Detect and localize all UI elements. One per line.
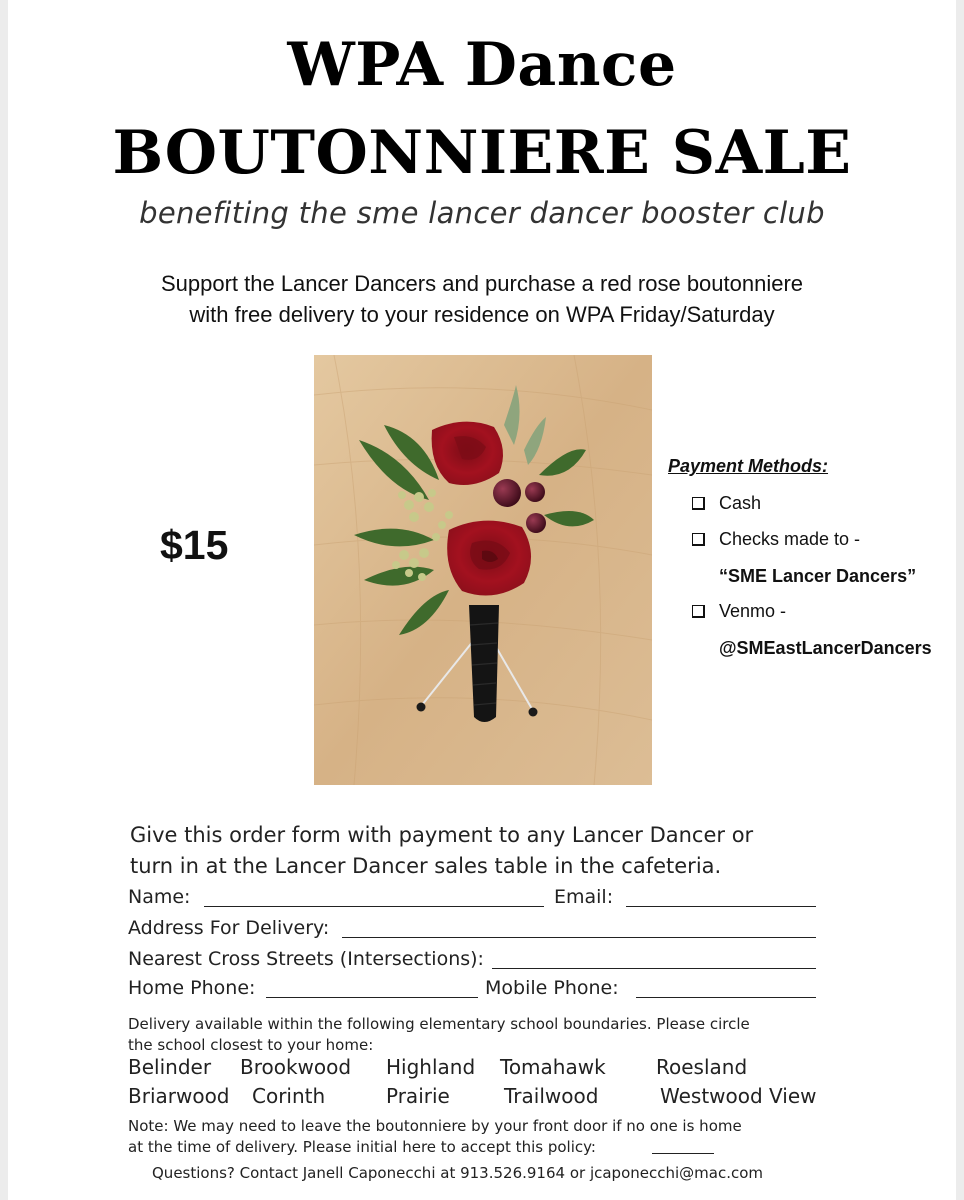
boutonniere-image (314, 355, 652, 785)
school-option[interactable]: Trailwood (504, 1084, 599, 1108)
contact-line: Questions? Contact Janell Caponecchi at 913.526.9164 or jcaponecchi@mac.com (152, 1164, 764, 1182)
policy-note-line-1: Note: We may need to leave the boutonniere by your front door if no one is home (128, 1117, 742, 1135)
email-field[interactable] (626, 906, 816, 907)
checks-label: Checks made to - (719, 529, 861, 549)
policy-note (128, 1116, 742, 1158)
delivery-note-line-1: Delivery available within the following elementary school boundaries. Please circle (128, 1015, 750, 1033)
name-label: Name: (128, 886, 191, 908)
cross-streets-label: Nearest Cross Streets (Intersections): (128, 948, 484, 970)
checks-payee: “SME Lancer Dancers” (719, 566, 917, 586)
delivery-note-line-2: the school closest to your home: (128, 1036, 374, 1054)
price: $15 (160, 522, 229, 568)
flyer-page (8, 0, 956, 1200)
email-label: Email: (554, 886, 614, 908)
delivery-note (128, 1014, 750, 1056)
intro-text (8, 268, 956, 330)
checkbox-icon (692, 533, 705, 546)
payment-option-venmo (692, 601, 786, 622)
payment-option-checks (692, 529, 860, 550)
school-option[interactable]: Corinth (252, 1084, 326, 1108)
cash-label: Cash (719, 493, 762, 513)
school-option[interactable]: Belinder (128, 1055, 212, 1079)
checkbox-icon (692, 605, 705, 618)
address-field[interactable] (342, 937, 816, 938)
form-instructions-line-1: Give this order form with payment to any Lancer Dancer or (130, 823, 754, 847)
checkbox-icon (692, 497, 705, 510)
boutonniere-photo (314, 355, 652, 785)
address-label: Address For Delivery: (128, 917, 330, 939)
mobile-phone-field[interactable] (636, 997, 816, 998)
name-field[interactable] (204, 906, 544, 907)
initials-field[interactable] (652, 1153, 714, 1154)
mobile-phone-label: Mobile Phone: (485, 977, 619, 999)
title-line-1: WPA Dance (287, 30, 677, 100)
school-option[interactable]: Brookwood (240, 1055, 352, 1079)
form-instructions-line-2: turn in at the Lancer Dancer sales table in the cafeteria. (130, 854, 722, 878)
title-line-2: BOUTONNIERE SALE (112, 118, 852, 188)
venmo-label: Venmo - (719, 601, 787, 621)
policy-note-line-2: at the time of delivery. Please initial here to accept this policy: (128, 1138, 596, 1156)
school-option[interactable]: Tomahawk (500, 1055, 606, 1079)
payment-option-cash (692, 493, 761, 514)
form-instructions (130, 820, 753, 882)
venmo-handle: @SMEastLancerDancers (719, 638, 932, 658)
school-option[interactable]: Roesland (656, 1055, 748, 1079)
intro-line-1: Support the Lancer Dancers and purchase a red rose boutonniere (160, 271, 804, 296)
intro-line-2: with free delivery to your residence on WPA Friday/Saturday (189, 302, 775, 327)
school-option[interactable]: Briarwood (128, 1084, 230, 1108)
payment-methods-title: Payment Methods: (668, 456, 829, 476)
school-option[interactable]: Westwood View (660, 1084, 817, 1108)
school-option[interactable]: Prairie (386, 1084, 450, 1108)
home-phone-field[interactable] (266, 997, 478, 998)
subtitle: benefiting the sme lancer dancer booster club (139, 196, 825, 230)
school-option[interactable]: Highland (386, 1055, 476, 1079)
cross-streets-field[interactable] (492, 968, 816, 969)
home-phone-label: Home Phone: (128, 977, 256, 999)
